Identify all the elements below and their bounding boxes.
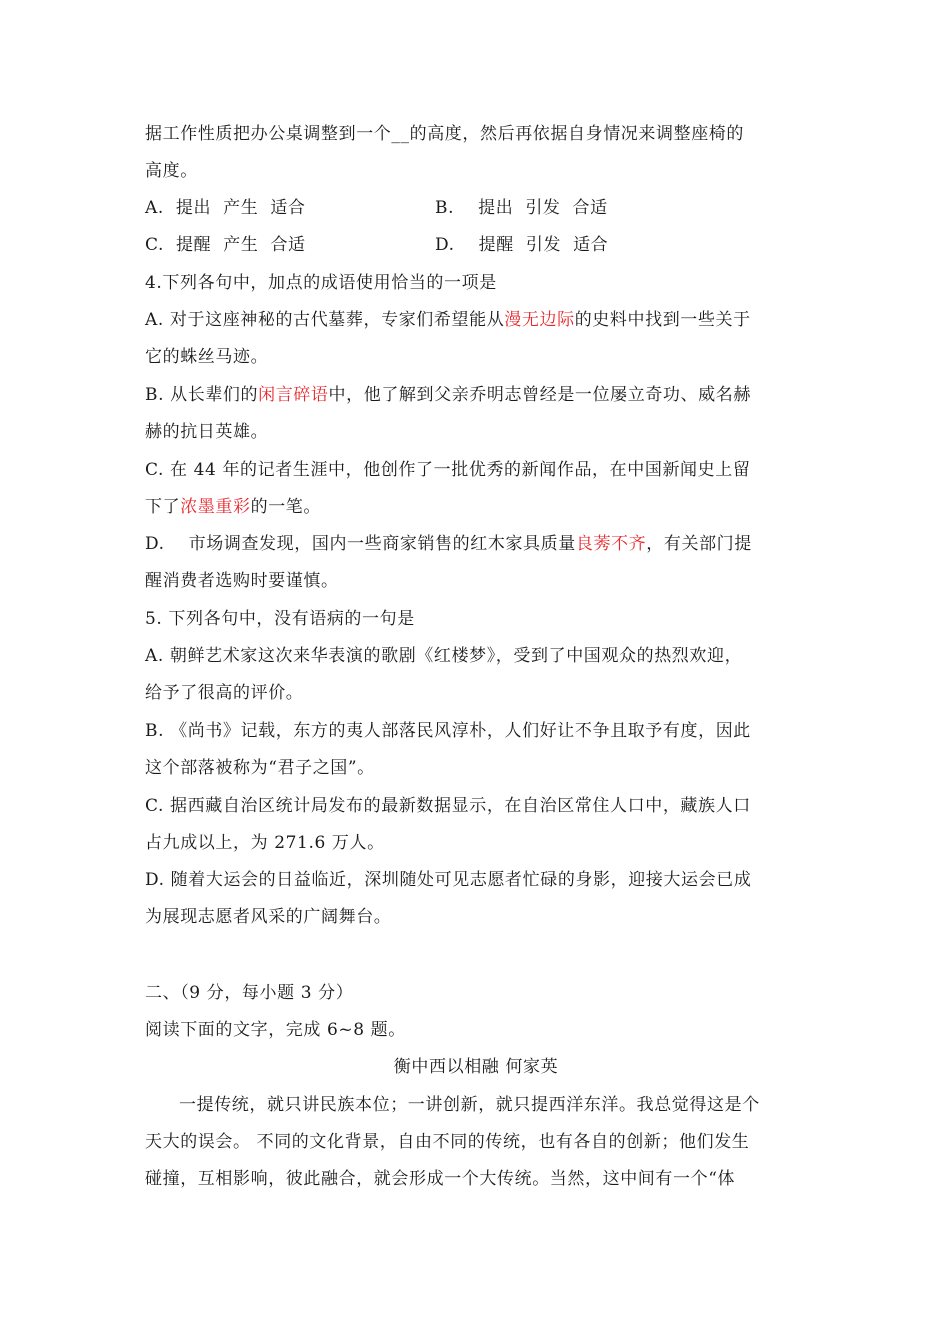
option-text: 据西藏自治区统计局发布的最新数据显示，在自治区常住人口中，藏族人口	[164, 796, 751, 816]
option-label: D.	[435, 235, 455, 255]
option-text: 在 44 年的记者生涯中，他创作了一批优秀的新闻作品，在中国新闻史上留	[164, 460, 751, 480]
q3-option-a	[145, 198, 306, 218]
option-label: C.	[145, 796, 165, 816]
q3-option-b	[435, 198, 608, 218]
option-label: C.	[145, 235, 165, 255]
q4-option-c-cont	[145, 497, 321, 517]
option-label: A.	[145, 310, 164, 330]
option-label: B.	[145, 385, 165, 405]
q4-option-d-cont: 醒消费者选购时要谨慎。	[145, 571, 339, 591]
q5-option-a-cont: 给予了很高的评价。	[145, 683, 304, 703]
q5-option-c	[145, 796, 751, 816]
option-text: 市场调查发现，国内一些商家销售的红木家具质量	[164, 534, 576, 554]
option-text: 提出 产生 适合	[175, 198, 306, 218]
option-text: 随着大运会的日益临近，深圳随处可见志愿者忙碌的身影，迎接大运会已成	[164, 870, 752, 890]
option-label: D.	[145, 870, 165, 890]
option-text: 提醒 引发 适合	[478, 235, 609, 255]
q4-option-d	[145, 534, 752, 554]
q3-line2: 高度。	[145, 161, 198, 181]
q5-option-d	[145, 870, 751, 890]
option-label: C.	[145, 460, 165, 480]
option-text: 对于这座神秘的古代墓葬，专家们希望能从	[163, 310, 505, 330]
option-label: D.	[145, 534, 165, 554]
highlighted-idiom: 闲言碎语	[258, 385, 329, 405]
q4-stem: 4.下列各句中，加点的成语使用恰当的一项是	[145, 273, 497, 293]
q3-option-c	[145, 235, 306, 255]
option-text: 的一笔。	[250, 497, 322, 517]
option-label: B.	[435, 198, 455, 218]
paragraph-line-1: 一提传统，就只讲民族本位；一讲创新，就只提西洋东洋。我总觉得这是个	[179, 1095, 760, 1115]
option-text: 《尚书》记载，东方的夷人部落民风淳朴，人们好让不争且取予有度，因此	[164, 721, 751, 741]
q3-options-row1	[145, 198, 807, 218]
q5-option-b-cont: 这个部落被称为“君子之国”。	[145, 758, 375, 778]
section-heading: 二、（9 分，每小题 3 分）	[145, 983, 354, 1003]
q4-option-b	[145, 385, 751, 405]
q3-line1: 据工作性质把办公桌调整到一个__的高度，然后再依据自身情况来调整座椅的	[145, 124, 744, 144]
q4-option-a-cont: 它的蛛丝马迹。	[145, 347, 269, 367]
option-text: 朝鲜艺术家这次来华表演的歌剧《红楼梦》，受到了中国观众的热烈欢迎，	[163, 646, 743, 666]
q5-option-c-cont: 占九成以上，为 271.6 万人。	[145, 833, 385, 853]
q5-option-d-cont: 为展现志愿者风采的广阔舞台。	[145, 907, 392, 927]
q4-option-b-cont: 赫的抗日英雄。	[145, 422, 269, 442]
option-text: 提出 引发 合适	[478, 198, 608, 218]
q4-option-a	[145, 310, 751, 330]
highlighted-idiom: 浓墨重彩	[180, 497, 251, 517]
highlighted-idiom: 漫无边际	[504, 310, 575, 330]
q5-stem: 5. 下列各句中，没有语病的一句是	[145, 609, 415, 629]
option-label: B.	[145, 721, 165, 741]
article-title: 衡中西以相融 何家英	[393, 1057, 559, 1077]
q5-option-b	[145, 721, 751, 741]
highlighted-idiom: 良莠不齐	[575, 534, 647, 554]
option-text: 提醒 产生 合适	[176, 235, 306, 255]
option-text: 从长辈们的	[164, 385, 259, 405]
paragraph-line-3: 碰撞，互相影响，彼此融合，就会形成一个大传统。当然，这中间有一个“体	[145, 1169, 736, 1189]
option-label: A.	[145, 198, 164, 218]
option-text: ，有关部门提	[646, 534, 752, 554]
q3-options-row2	[145, 235, 807, 255]
option-text: 的史料中找到一些关于	[574, 310, 751, 330]
option-label: A.	[145, 646, 164, 666]
q4-option-c	[145, 460, 750, 480]
paragraph-line-2: 天大的误会。 不同的文化背景，自由不同的传统，也有各自的创新；他们发生	[145, 1132, 750, 1152]
section-instruction: 阅读下面的文字，完成 6~8 题。	[145, 1020, 406, 1040]
option-text: 中，他了解到父亲乔明志曾经是一位屡立奇功、威名赫	[328, 385, 751, 405]
q3-option-d	[435, 235, 608, 255]
q5-option-a	[145, 646, 742, 666]
option-text: 下了	[145, 497, 181, 517]
